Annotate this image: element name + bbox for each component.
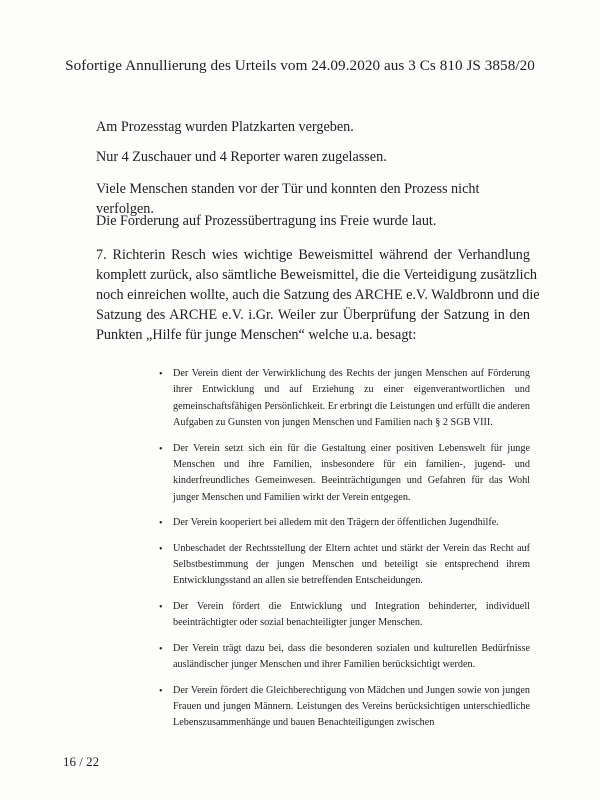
list-item xyxy=(150,599,530,632)
list-item-text: Der Verein dient der Verwirklichung des Rechts der jungen Menschen auf Förderung ihrer Entwicklung und auf Erziehung zu einer eigenverantwortlichen und gemeinschaftsfähigen Persönlichkeit. Er erbringt die Leistungen und erfüllt die anderen Aufgaben zu Gunsten von jungen Menschen und Familien nach § 2 SGB VIII. xyxy=(173,368,531,429)
point-7-line: noch einreichen wollte, auch die Satzung des ARCHE e.V. Waldbronn und die xyxy=(96,287,540,303)
list-item xyxy=(150,515,530,531)
paragraph-point-7 xyxy=(96,245,540,345)
bullet-icon: • xyxy=(159,643,163,655)
list-item xyxy=(150,366,530,432)
bullet-icon: • xyxy=(159,518,163,530)
list-item xyxy=(150,541,530,590)
list-item-text: Unbeschadet der Rechtsstellung der Eltern achtet und stärkt der Verein das Recht auf Selbstbestimmung der jungen Menschen und beteiligt sie entsprechend ihrem Entwicklungsstand an allen sie betreffenden Entscheidungen. xyxy=(173,542,530,587)
paragraph-broadcast-demand: Die Forderung auf Prozessübertragung ins Freie wurde laut. xyxy=(96,213,437,229)
paragraph-seat-tickets: Am Prozesstag wurden Platzkarten vergeben. xyxy=(96,119,354,135)
list-item-text: Der Verein setzt sich ein für die Gestaltung einer positiven Lebenswelt für junge Menschen und ihre Familien, insbesondere für ein familien-, jugend- und kinderfreundliches Gemeinwesen. Beeinträchtigungen und Gefahren für das Wohl junger Menschen und Familien wirkt der Verein entgegen. xyxy=(173,442,530,503)
statute-bullet-list xyxy=(150,366,530,741)
list-item xyxy=(150,641,530,674)
bullet-icon: • xyxy=(159,685,163,697)
bullet-icon: • xyxy=(159,601,163,613)
paragraph-spectators: Nur 4 Zuschauer und 4 Reporter waren zugelassen. xyxy=(96,149,387,165)
bullet-icon: • xyxy=(159,369,163,380)
list-item-text: Der Verein trägt dazu bei, dass die besonderen sozialen und kulturellen Bedürfnisse ausländischer junger Menschen und ihrer Familien berücksichtigt werden. xyxy=(173,642,530,671)
list-item xyxy=(150,683,530,732)
list-item-text: Der Verein fördert die Entwicklung und Integration behinderter, individuell beeinträchtigter oder sozial benachteiligter junger Menschen. xyxy=(173,600,530,629)
page-title: Sofortige Annullierung des Urteils vom 24.09.2020 aus 3 Cs 810 JS 3858/20 xyxy=(65,57,535,74)
page-number: 16 / 22 xyxy=(63,754,100,769)
point-7-line: Satzung des ARCHE e.V. i.Gr. Weiler zur Überprüfung der Satzung in den xyxy=(96,307,530,323)
paragraph-people-outside: Viele Menschen standen vor der Tür und konnten den Prozess nicht verfolgen. xyxy=(96,181,480,217)
list-item xyxy=(150,441,530,507)
point-7-line: Punkten „Hilfe für junge Menschen“ welche u.a. besagt: xyxy=(96,327,417,343)
bullet-icon: • xyxy=(159,543,163,555)
point-7-line: komplett zurück, also sämtliche Beweismittel, die die Verteidigung zusätzlich xyxy=(96,267,538,283)
list-item-text: Der Verein fördert die Gleichberechtigung von Mädchen und Jungen sowie von jungen Frauen und jungen Männern. Leistungen des Vereins berücksichtigen unterschiedliche Lebenszusammenhänge und bauen Benachteiligungen zwischen xyxy=(173,684,530,729)
point-7-line: 7. Richterin Resch wies wichtige Beweismittel während der Verhandlung xyxy=(96,247,530,263)
bullet-icon: • xyxy=(159,443,163,455)
list-item-text: Der Verein kooperiert bei alledem mit den Trägern der öffentlichen Jugendhilfe. xyxy=(173,517,499,529)
